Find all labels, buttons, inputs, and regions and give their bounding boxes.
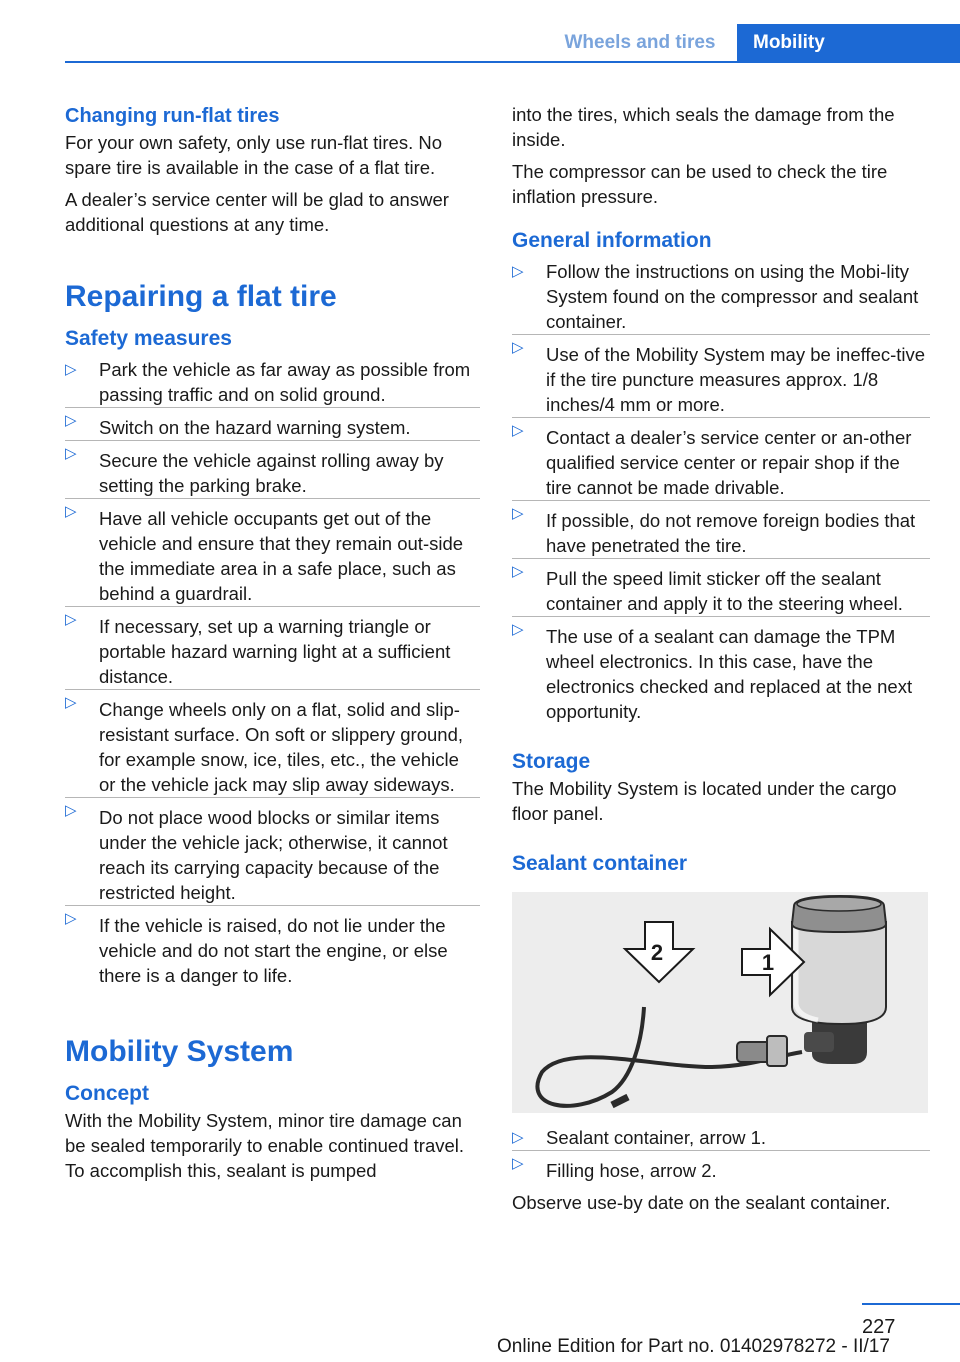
- arrow-1-label: 1: [761, 950, 775, 975]
- triangle-bullet-icon: ▷: [65, 611, 77, 628]
- arrow-2-label: 2: [650, 940, 664, 965]
- general-info-list: [512, 259, 930, 724]
- edition-footer: Online Edition for Part no. 01402978272 - II/17: [497, 1336, 890, 1357]
- list-item: [512, 616, 930, 724]
- right-column: [512, 102, 930, 1215]
- list-item: [65, 797, 480, 905]
- list-item-text: Follow the instructions on using the Mobi-lity System found on the compressor and sealant container.: [546, 261, 919, 332]
- triangle-bullet-icon: ▷: [65, 802, 77, 819]
- storage-paragraph: The Mobility System is located under the cargo floor panel.: [512, 778, 897, 824]
- triangle-bullet-icon: ▷: [512, 1129, 524, 1146]
- list-item: [65, 440, 480, 498]
- triangle-bullet-icon: ▷: [512, 339, 524, 356]
- list-item: [512, 1125, 930, 1150]
- repair-heading: Repairing a flat tire: [65, 280, 337, 313]
- mobility-heading: Mobility System: [65, 1035, 294, 1068]
- list-item: [512, 417, 930, 500]
- list-item-text: If necessary, set up a warning triangle or portable hazard warning light at a sufficient distance.: [99, 616, 451, 687]
- triangle-bullet-icon: ▷: [512, 505, 524, 522]
- storage-heading: Storage: [512, 750, 591, 773]
- list-item-text: Switch on the hazard warning system.: [99, 417, 411, 438]
- triangle-bullet-icon: ▷: [512, 263, 524, 280]
- list-item: [65, 905, 480, 988]
- list-item: [512, 259, 930, 334]
- sealant-container-figure: [512, 892, 928, 1113]
- list-item-text: Change wheels only on a flat, solid and slip-resistant surface. On soft or slippery ground, for example snow, ice, tiles, etc., the vehicle or the vehicle jack may slip away sideways.: [99, 699, 464, 795]
- legend-list: [512, 1125, 930, 1183]
- list-item: [512, 500, 930, 558]
- sealant-heading: Sealant container: [512, 852, 688, 875]
- page-number: 227: [862, 1316, 896, 1338]
- sealant-illustration: [512, 892, 928, 1113]
- general-info-heading: General information: [512, 229, 712, 252]
- compressor-paragraph: The compressor can be used to check the tire inflation pressure.: [512, 161, 888, 207]
- list-item-text: Do not place wood blocks or similar items under the vehicle jack; otherwise, it cannot reach its carrying capacity because of the restricted height.: [99, 807, 448, 903]
- header-chapter-tab: Mobility: [737, 24, 960, 61]
- list-item: [65, 606, 480, 689]
- triangle-bullet-icon: ▷: [65, 412, 77, 429]
- list-item-text: Pull the speed limit sticker off the sealant container and apply it to the steering wheel.: [546, 568, 903, 614]
- triangle-bullet-icon: ▷: [512, 422, 524, 439]
- list-item: [512, 1150, 930, 1183]
- concept-heading: Concept: [65, 1082, 149, 1105]
- left-column: [65, 102, 480, 1183]
- list-item-text: Use of the Mobility System may be ineffec-tive if the tire puncture measures approx. 1/8 inches/4 mm or more.: [546, 344, 926, 415]
- list-item-text: Secure the vehicle against rolling away by setting the parking brake.: [99, 450, 444, 496]
- triangle-bullet-icon: ▷: [65, 503, 77, 520]
- observe-paragraph: Observe use-by date on the sealant container.: [512, 1192, 891, 1213]
- list-item: [512, 334, 930, 417]
- footer-rule: [862, 1303, 960, 1305]
- concept-paragraph: With the Mobility System, minor tire damage can be sealed temporarily to enable continued travel. To accomplish this, sealant is pumped: [65, 1110, 465, 1181]
- triangle-bullet-icon: ▷: [512, 621, 524, 638]
- list-item-text: Contact a dealer’s service center or an-other qualified service center or repair shop if the tire cannot be made drivable.: [546, 427, 912, 498]
- header-rule: [65, 61, 960, 63]
- runflat-paragraph-1: For your own safety, only use run-flat tires. No spare tire is available in the case of a flat tire.: [65, 132, 443, 178]
- list-item: [65, 357, 480, 407]
- safety-heading: Safety measures: [65, 327, 232, 350]
- triangle-bullet-icon: ▷: [65, 361, 77, 378]
- list-item-text: Sealant container, arrow 1.: [546, 1127, 767, 1148]
- header-section-tab: Wheels and tires: [564, 32, 716, 53]
- list-item-text: The use of a sealant can damage the TPM wheel electronics. In this case, have the electronics checked and replaced at the next opportunity.: [546, 626, 913, 722]
- list-item: [65, 689, 480, 797]
- triangle-bullet-icon: ▷: [65, 910, 77, 927]
- triangle-bullet-icon: ▷: [512, 563, 524, 580]
- list-item-text: Park the vehicle as far away as possible from passing traffic and on solid ground.: [99, 359, 471, 405]
- list-item: [512, 558, 930, 616]
- triangle-bullet-icon: ▷: [512, 1155, 524, 1172]
- list-item-text: Filling hose, arrow 2.: [546, 1160, 717, 1181]
- runflat-heading: Changing run-flat tires: [65, 105, 280, 127]
- list-item-text: If possible, do not remove foreign bodies that have penetrated the tire.: [546, 510, 916, 556]
- list-item-text: Have all vehicle occupants get out of the vehicle and ensure that they remain out-side the immediate area in a safe place, such as behind a guardrail.: [99, 508, 464, 604]
- runflat-paragraph-2: A dealer’s service center will be glad to answer additional questions at any time.: [65, 189, 449, 235]
- safety-list: [65, 357, 480, 988]
- triangle-bullet-icon: ▷: [65, 694, 77, 711]
- list-item: [65, 407, 480, 440]
- triangle-bullet-icon: ▷: [65, 445, 77, 462]
- list-item-text: If the vehicle is raised, do not lie under the vehicle and do not start the engine, or else there is a danger to life.: [99, 915, 448, 986]
- list-item: [65, 498, 480, 606]
- continued-paragraph: into the tires, which seals the damage from the inside.: [512, 104, 895, 150]
